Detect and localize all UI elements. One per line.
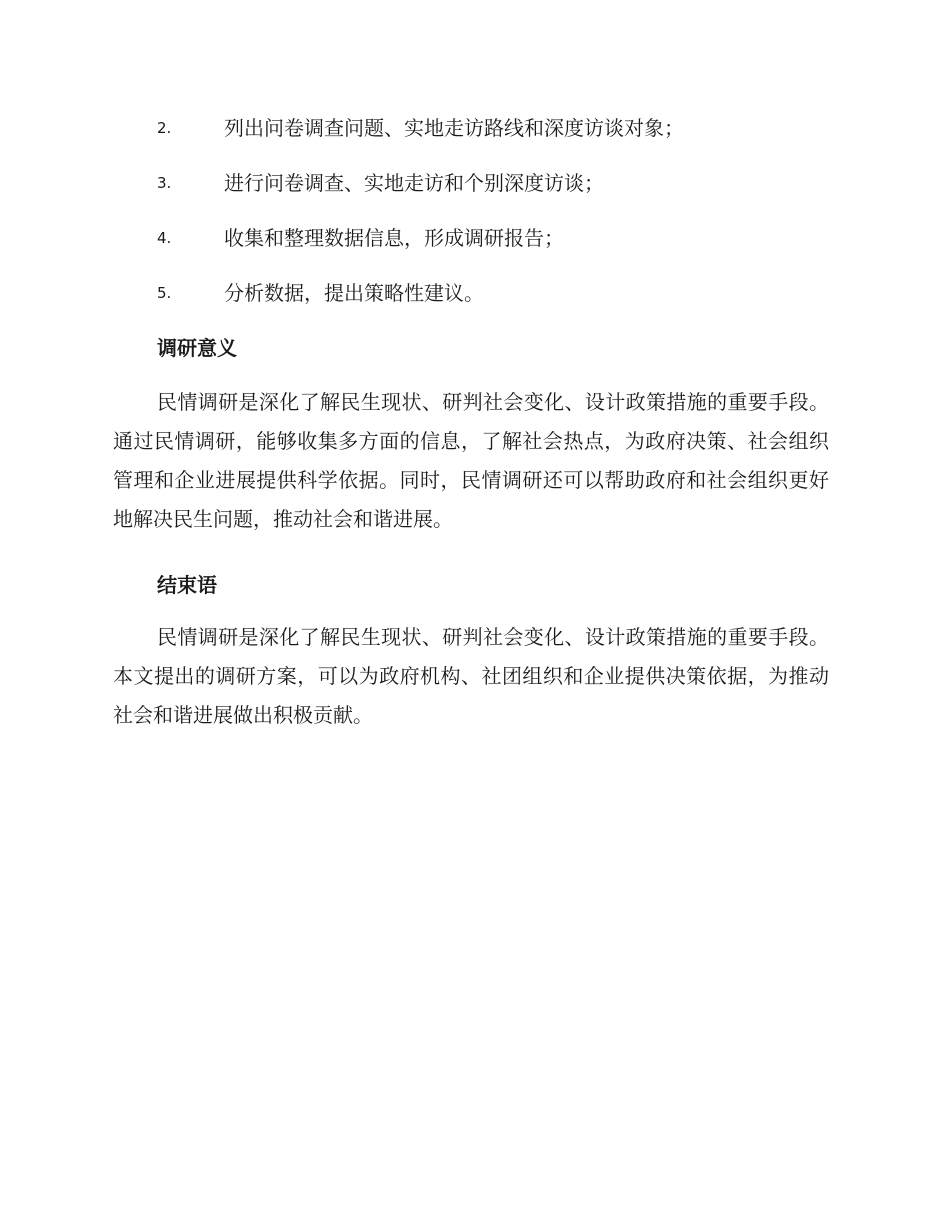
list-text: 列出问卷调查问题、实地走访路线和深度访谈对象； [224, 116, 684, 140]
list-item [157, 278, 837, 308]
list-item [157, 223, 837, 253]
list-text: 进行问卷调查、实地走访和个别深度访谈； [224, 171, 604, 195]
list-item [157, 168, 837, 198]
list-item [157, 113, 837, 143]
section-heading-conclusion: 结束语 [157, 573, 217, 597]
list-number: 4. [157, 229, 172, 247]
list-number: 3. [157, 174, 172, 192]
list-number: 5. [157, 284, 172, 302]
conclusion-paragraph: 民情调研是深化了解民生现状、研判社会变化、设计政策措施的重要手段。本文提出的调研方案，可以为政府机构、社团组织和企业提供决策依据，为推动社会和谐进展做出积极贡献。 [113, 625, 829, 727]
list-number: 2. [157, 119, 172, 137]
section-heading-significance: 调研意义 [157, 336, 237, 360]
list-text: 收集和整理数据信息，形成调研报告； [224, 226, 564, 250]
significance-paragraph: 民情调研是深化了解民生现状、研判社会变化、设计政策措施的重要手段。通过民情调研，能够收集多方面的信息，了解社会热点，为政府决策、社会组织管理和企业进展提供科学依据。同时，民情调研还可以帮助政府和社会组织更好地解决民生问题，推动社会和谐进展。 [113, 390, 829, 531]
list-text: 分析数据，提出策略性建议。 [224, 281, 484, 305]
